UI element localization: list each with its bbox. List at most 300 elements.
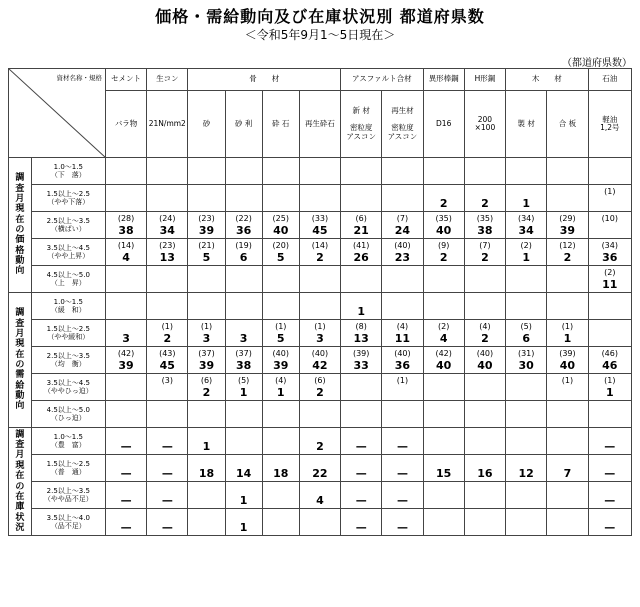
current-count: 46 <box>602 358 618 372</box>
table-cell <box>262 158 299 185</box>
previous-count <box>226 403 262 413</box>
previous-count <box>424 268 464 278</box>
previous-count: (40) <box>394 240 411 250</box>
previous-count: (40) <box>476 348 494 358</box>
header-hbeam: H形鋼 <box>464 69 505 91</box>
table-cell <box>105 239 146 266</box>
section-heading: 調 査 月 現 在 の 在 庫 状 況 <box>9 428 32 536</box>
current-count <box>147 197 187 210</box>
current-count: 2 <box>439 196 448 210</box>
current-count: — <box>604 466 616 480</box>
previous-count <box>382 484 422 494</box>
table-cell <box>299 401 340 428</box>
table-row <box>9 239 632 266</box>
previous-count: (1) <box>200 321 213 331</box>
previous-count <box>382 430 422 440</box>
previous-count <box>547 457 587 467</box>
table-cell <box>147 374 188 401</box>
previous-count <box>188 457 224 467</box>
current-count <box>382 386 422 399</box>
spec-cement: バラ物 <box>105 91 146 158</box>
table-cell <box>382 293 423 320</box>
header-wood: 木 材 <box>506 69 589 91</box>
current-count <box>188 170 224 183</box>
previous-count: (40) <box>272 348 289 358</box>
previous-count <box>382 160 422 170</box>
current-count: 5 <box>202 250 211 264</box>
previous-count <box>341 160 381 170</box>
table-cell <box>262 347 299 374</box>
previous-count: (1) <box>396 375 409 385</box>
table-cell <box>147 482 188 509</box>
previous-count: (7) <box>479 240 491 250</box>
current-count: 1 <box>605 385 614 399</box>
table-cell <box>547 401 588 428</box>
current-count <box>106 197 146 210</box>
current-count <box>226 305 262 318</box>
previous-count <box>506 187 546 197</box>
table-cell <box>147 239 188 266</box>
table-cell <box>105 158 146 185</box>
table-cell <box>464 320 505 347</box>
table-cell <box>299 293 340 320</box>
current-count <box>506 170 546 183</box>
table-cell <box>464 428 505 455</box>
current-count: 1 <box>357 304 366 318</box>
table-cell <box>225 212 262 239</box>
current-count <box>382 413 422 426</box>
current-count <box>226 413 262 426</box>
current-count <box>465 386 505 399</box>
table-cell <box>547 293 588 320</box>
previous-count <box>589 430 631 440</box>
previous-count <box>188 403 224 413</box>
previous-count <box>424 376 464 386</box>
current-count <box>382 278 422 291</box>
table-cell <box>225 374 262 401</box>
row-label: 2.5以上～3.5 （やや品不足） <box>31 482 105 509</box>
current-count <box>106 305 146 318</box>
spec-oil: 軽油 1,2号 <box>588 91 631 158</box>
previous-count: (40) <box>311 348 329 358</box>
previous-count <box>300 187 340 197</box>
table-cell <box>262 455 299 482</box>
table-cell <box>588 455 631 482</box>
current-count: — <box>604 520 616 534</box>
current-count: 3 <box>239 331 248 345</box>
current-count: — <box>604 493 616 507</box>
table-cell <box>423 266 464 293</box>
table-cell <box>506 509 547 536</box>
table-cell <box>188 293 225 320</box>
previous-count <box>424 484 464 494</box>
current-count: 40 <box>436 223 452 237</box>
current-count: — <box>120 520 132 534</box>
previous-count: (34) <box>601 240 618 250</box>
unit-label: （都道府県数） <box>562 58 632 69</box>
table-cell <box>225 239 262 266</box>
table-cell <box>147 185 188 212</box>
previous-count <box>506 457 546 467</box>
current-count <box>147 278 187 291</box>
previous-count <box>106 511 146 521</box>
table-cell <box>105 374 146 401</box>
spec-recycled: 再生砕石 <box>299 91 340 158</box>
current-count: 22 <box>312 466 328 480</box>
current-count: 12 <box>518 466 534 480</box>
current-count: 4 <box>316 493 324 507</box>
table-cell <box>506 320 547 347</box>
previous-count <box>547 268 587 278</box>
current-count <box>506 278 546 291</box>
table-cell <box>423 320 464 347</box>
previous-count <box>382 511 422 521</box>
current-count: 11 <box>602 277 618 291</box>
previous-count <box>465 484 505 494</box>
current-count: 2 <box>163 331 172 345</box>
row-label: 3.5以上～4.5 （やや上昇） <box>31 239 105 266</box>
current-count: 2 <box>316 439 324 453</box>
current-count <box>589 197 631 210</box>
previous-count <box>147 484 187 494</box>
previous-count: (1) <box>161 321 173 331</box>
table-cell <box>588 347 631 374</box>
current-count: — <box>161 466 173 480</box>
previous-count: (34) <box>517 213 535 223</box>
previous-count <box>147 403 187 413</box>
table-cell <box>547 212 588 239</box>
current-count <box>226 278 262 291</box>
table-cell <box>506 158 547 185</box>
table-cell <box>341 266 382 293</box>
previous-count <box>465 160 505 170</box>
current-count: 23 <box>394 250 411 264</box>
table-row <box>9 401 632 428</box>
current-count <box>382 197 422 210</box>
previous-count <box>226 187 262 197</box>
current-count <box>465 305 505 318</box>
previous-count <box>589 295 631 305</box>
table-cell <box>423 482 464 509</box>
table-cell <box>105 320 146 347</box>
current-count: 18 <box>198 466 215 480</box>
current-count <box>226 170 262 183</box>
current-count <box>147 386 187 399</box>
previous-count <box>188 187 224 197</box>
previous-count <box>424 295 464 305</box>
previous-count <box>263 511 299 521</box>
current-count <box>506 305 546 318</box>
table-cell <box>423 455 464 482</box>
table-cell <box>464 185 505 212</box>
spec-sand: 砂 <box>188 91 225 158</box>
previous-count <box>226 160 262 170</box>
previous-count: (21) <box>198 240 215 250</box>
previous-count <box>506 511 546 521</box>
current-count <box>506 386 546 399</box>
current-count: 1 <box>522 196 531 210</box>
table-cell <box>105 185 146 212</box>
previous-count <box>147 160 187 170</box>
table-cell <box>147 320 188 347</box>
table-cell <box>299 239 340 266</box>
spec-rec-asphalt: 再生材 密粒度 アスコン <box>382 91 423 158</box>
table-cell <box>423 239 464 266</box>
table-cell <box>188 482 225 509</box>
current-count: 40 <box>436 358 452 372</box>
current-count <box>147 305 187 318</box>
table-cell <box>506 266 547 293</box>
previous-count <box>341 268 381 278</box>
current-count: 1 <box>239 385 248 399</box>
current-count: — <box>355 466 367 480</box>
previous-count <box>589 484 631 494</box>
table-cell <box>382 374 423 401</box>
table-cell <box>188 212 225 239</box>
table-cell <box>188 347 225 374</box>
current-count <box>506 494 546 507</box>
table-cell <box>105 347 146 374</box>
previous-count <box>263 295 299 305</box>
current-count <box>226 197 262 210</box>
table-cell <box>382 509 423 536</box>
current-count <box>547 440 587 453</box>
current-count <box>506 521 546 534</box>
current-count <box>465 494 505 507</box>
table-cell <box>341 293 382 320</box>
table-cell <box>464 158 505 185</box>
previous-count <box>341 430 381 440</box>
previous-count <box>424 430 464 440</box>
current-count <box>547 494 587 507</box>
current-count: — <box>355 520 367 534</box>
table-row <box>9 509 632 536</box>
table-row <box>9 455 632 482</box>
previous-count: (35) <box>435 213 452 223</box>
current-count <box>300 170 340 183</box>
table-cell <box>147 455 188 482</box>
previous-count <box>382 295 422 305</box>
table-cell <box>423 158 464 185</box>
previous-count <box>226 322 262 332</box>
spec-crushed: 砕 石 <box>262 91 299 158</box>
previous-count <box>226 430 262 440</box>
current-count: 1 <box>522 250 531 264</box>
table-row <box>9 158 632 185</box>
previous-count <box>424 457 464 467</box>
previous-count <box>382 268 422 278</box>
previous-count <box>263 160 299 170</box>
current-count <box>547 413 587 426</box>
table-cell <box>588 239 631 266</box>
table-cell <box>299 455 340 482</box>
table-cell <box>464 266 505 293</box>
previous-count: (6) <box>314 375 326 385</box>
table-cell <box>188 374 225 401</box>
table-cell <box>299 509 340 536</box>
current-count: 34 <box>159 223 175 237</box>
current-count <box>424 170 464 183</box>
table-cell <box>547 158 588 185</box>
previous-count <box>547 160 587 170</box>
current-count: 21 <box>353 223 369 237</box>
section-heading: 調 査 月 現 在 の 需 給 動 向 <box>9 293 32 428</box>
current-count: 39 <box>118 358 134 372</box>
previous-count <box>341 484 381 494</box>
previous-count <box>506 268 546 278</box>
current-count: 2 <box>439 250 448 264</box>
previous-count <box>382 457 422 467</box>
table-cell <box>262 293 299 320</box>
previous-count <box>147 268 187 278</box>
current-count: 2 <box>316 250 324 264</box>
current-count <box>424 305 464 318</box>
current-count <box>106 278 146 291</box>
table-cell <box>588 374 631 401</box>
previous-count <box>589 403 631 413</box>
previous-count <box>188 484 224 494</box>
current-count: 14 <box>235 466 252 480</box>
current-count: 24 <box>394 223 411 237</box>
previous-count <box>106 187 146 197</box>
stats-table <box>8 68 632 536</box>
previous-count: (22) <box>235 213 252 223</box>
previous-count <box>263 484 299 494</box>
table-cell <box>105 428 146 455</box>
table-cell <box>382 482 423 509</box>
current-count: — <box>604 439 616 453</box>
table-cell <box>299 158 340 185</box>
table-cell <box>506 347 547 374</box>
current-count <box>263 305 299 318</box>
previous-count <box>506 160 546 170</box>
previous-count <box>147 295 187 305</box>
previous-count <box>589 160 631 170</box>
table-cell <box>382 185 423 212</box>
current-count: 3 <box>122 331 130 345</box>
table-cell <box>464 347 505 374</box>
current-count: — <box>355 493 367 507</box>
current-count <box>106 170 146 183</box>
previous-count <box>300 511 340 521</box>
table-row <box>9 482 632 509</box>
table-cell <box>105 212 146 239</box>
current-count: 18 <box>273 466 289 480</box>
previous-count <box>147 187 187 197</box>
header-oil: 石油 <box>588 69 631 91</box>
current-count: 45 <box>312 223 328 237</box>
previous-count <box>465 268 505 278</box>
table-cell <box>299 320 340 347</box>
previous-count <box>547 295 587 305</box>
current-count <box>106 413 146 426</box>
current-count: — <box>396 466 408 480</box>
spec-lumber: 製 材 <box>506 91 547 158</box>
table-cell <box>464 293 505 320</box>
row-label: 3.5以上～4.5 （ややひっ迫） <box>31 374 105 401</box>
current-count: 39 <box>559 223 576 237</box>
row-label: 1.5以上～2.5 （やや下落） <box>31 185 105 212</box>
current-count <box>341 278 381 291</box>
previous-count: (43) <box>159 348 176 358</box>
table-cell <box>262 428 299 455</box>
table-row <box>9 347 632 374</box>
table-cell <box>506 212 547 239</box>
table-cell <box>588 293 631 320</box>
previous-count: (1) <box>604 186 616 196</box>
current-count <box>188 521 224 534</box>
spec-gravel: 砂 利 <box>225 91 262 158</box>
previous-count <box>506 430 546 440</box>
table-cell <box>105 509 146 536</box>
previous-count: (20) <box>272 240 289 250</box>
previous-count: (33) <box>311 213 329 223</box>
current-count: — <box>161 520 173 534</box>
previous-count <box>300 160 340 170</box>
table-cell <box>262 185 299 212</box>
previous-count: (1) <box>314 321 326 331</box>
previous-count: (4) <box>396 321 409 331</box>
current-count <box>382 305 422 318</box>
header-row-materials <box>9 69 632 91</box>
current-count <box>547 170 587 183</box>
current-count <box>226 440 262 453</box>
row-label: 1.5以上～2.5 （やや緩和） <box>31 320 105 347</box>
current-count: 38 <box>118 223 134 237</box>
previous-count <box>263 457 299 467</box>
previous-count <box>465 457 505 467</box>
table-cell <box>382 401 423 428</box>
current-count <box>424 413 464 426</box>
table-cell <box>464 455 505 482</box>
current-count <box>300 413 340 426</box>
table-cell <box>299 185 340 212</box>
current-count <box>424 494 464 507</box>
current-count: — <box>120 439 132 453</box>
current-count <box>506 413 546 426</box>
previous-count <box>465 511 505 521</box>
current-count <box>300 305 340 318</box>
spec-rebar: D16 <box>423 91 464 158</box>
table-row <box>9 266 632 293</box>
previous-count: (39) <box>559 348 576 358</box>
table-cell <box>382 212 423 239</box>
current-count <box>263 278 299 291</box>
current-count: 39 <box>198 358 215 372</box>
current-count: 34 <box>518 223 534 237</box>
previous-count <box>506 376 546 386</box>
previous-count <box>341 511 381 521</box>
previous-count <box>589 457 631 467</box>
table-cell <box>262 374 299 401</box>
previous-count <box>106 322 146 332</box>
current-count: 1 <box>202 439 211 453</box>
header-asphalt: アスファルト合材 <box>341 69 424 91</box>
table-cell <box>382 266 423 293</box>
previous-count <box>465 403 505 413</box>
current-count: 1 <box>276 385 285 399</box>
previous-count <box>263 187 299 197</box>
previous-count: (3) <box>161 375 173 385</box>
previous-count <box>465 430 505 440</box>
previous-count <box>106 403 146 413</box>
table-cell <box>188 428 225 455</box>
table-row <box>9 320 632 347</box>
table-cell <box>225 455 262 482</box>
current-count <box>465 521 505 534</box>
current-count <box>547 197 587 210</box>
current-count: 15 <box>436 466 452 480</box>
